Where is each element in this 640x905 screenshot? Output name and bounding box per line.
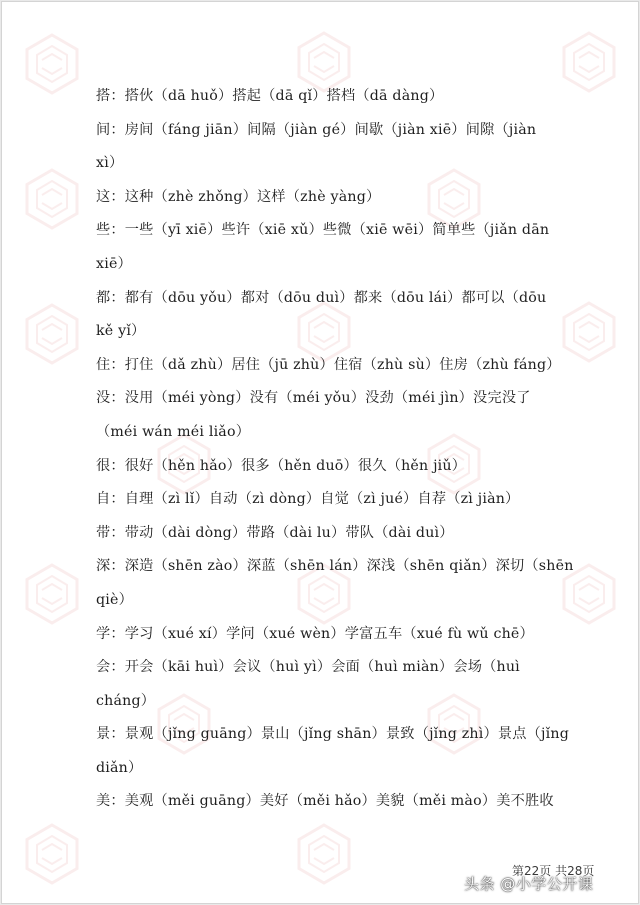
text-line: （méi wán méi liǎo） xyxy=(96,423,251,440)
source-watermark-text: 头条 @小学公开课 xyxy=(464,875,594,893)
text-line: 自：自理（zì lǐ）自动（zì dòng）自觉（zì jué）自荐（zì jiàn） xyxy=(96,491,520,508)
text-line: 景：景观（jǐng guāng）景山（jǐng shān）景致（jǐng zhì）景点（jǐng xyxy=(96,726,570,743)
text-line: 美：美观（měi guāng）美好（měi hǎo）美貌（měi mào）美不胜收 xyxy=(96,793,554,810)
text-line: xiē） xyxy=(96,255,132,272)
text-line: 都：都有（dōu yǒu）都对（dōu duì）都来（dōu lái）都可以（dōu xyxy=(96,289,547,306)
page-number: 第22页 共28页 xyxy=(512,864,595,878)
hexagon-watermark-icon xyxy=(557,300,621,364)
text-line: 学：学习（xué xí）学问（xué wèn）学富五车（xué fù wǔ chē） xyxy=(96,625,534,642)
document-body xyxy=(96,80,574,819)
hexagon-watermark-icon xyxy=(292,822,356,886)
text-line: 深：深造（shēn zào）深蓝（shēn lán）深浅（shēn qiǎn）深切（shēn xyxy=(96,558,574,575)
hexagon-watermark-icon xyxy=(20,302,84,366)
text-line: qiè） xyxy=(96,591,134,608)
text-line: 这：这种（zhè zhǒng）这样（zhè yàng） xyxy=(96,188,381,205)
text-line: 搭：搭伙（dā huǒ）搭起（dā qǐ）搭档（dā dàng） xyxy=(96,88,444,104)
text-line: xì） xyxy=(96,155,124,172)
hexagon-watermark-icon xyxy=(20,562,84,626)
text-line: 住：打住（dǎ zhù）居住（jū zhù）住宿（zhù sù）住房（zhù fáng） xyxy=(96,356,561,373)
hexagon-watermark-icon xyxy=(557,30,621,94)
hexagon-watermark-icon xyxy=(20,167,84,231)
text-line: cháng） xyxy=(96,692,156,709)
text-line: 没：没用（méi yòng）没有（méi yǒu）没劲（méi jìn）没完没了 xyxy=(96,390,531,407)
text-line: kě yǐ） xyxy=(96,323,146,340)
text-line: 会：开会（kāi huì）会议（huì yì）会面（huì miàn）会场（huì xyxy=(96,659,520,676)
text-line: 些：一些（yī xiē）些许（xiē xǔ）些微（xiē wēi）简单些（jiǎn dān xyxy=(96,222,550,239)
hexagon-watermark-icon xyxy=(20,32,84,96)
hexagon-watermark-icon xyxy=(20,822,84,886)
text-line: 很：很好（hěn hǎo）很多（hěn duō）很久（hěn jiǔ） xyxy=(96,457,467,474)
text-line: 带：带动（dài dòng）带路（dài lu）带队（dài duì） xyxy=(96,524,454,541)
text-line: 间：房间（fáng jiān）间隔（jiàn gé）间歇（jiàn xiē）间隙（jiàn xyxy=(96,121,537,138)
text-line: diǎn） xyxy=(96,759,143,776)
document-page xyxy=(1,1,639,904)
